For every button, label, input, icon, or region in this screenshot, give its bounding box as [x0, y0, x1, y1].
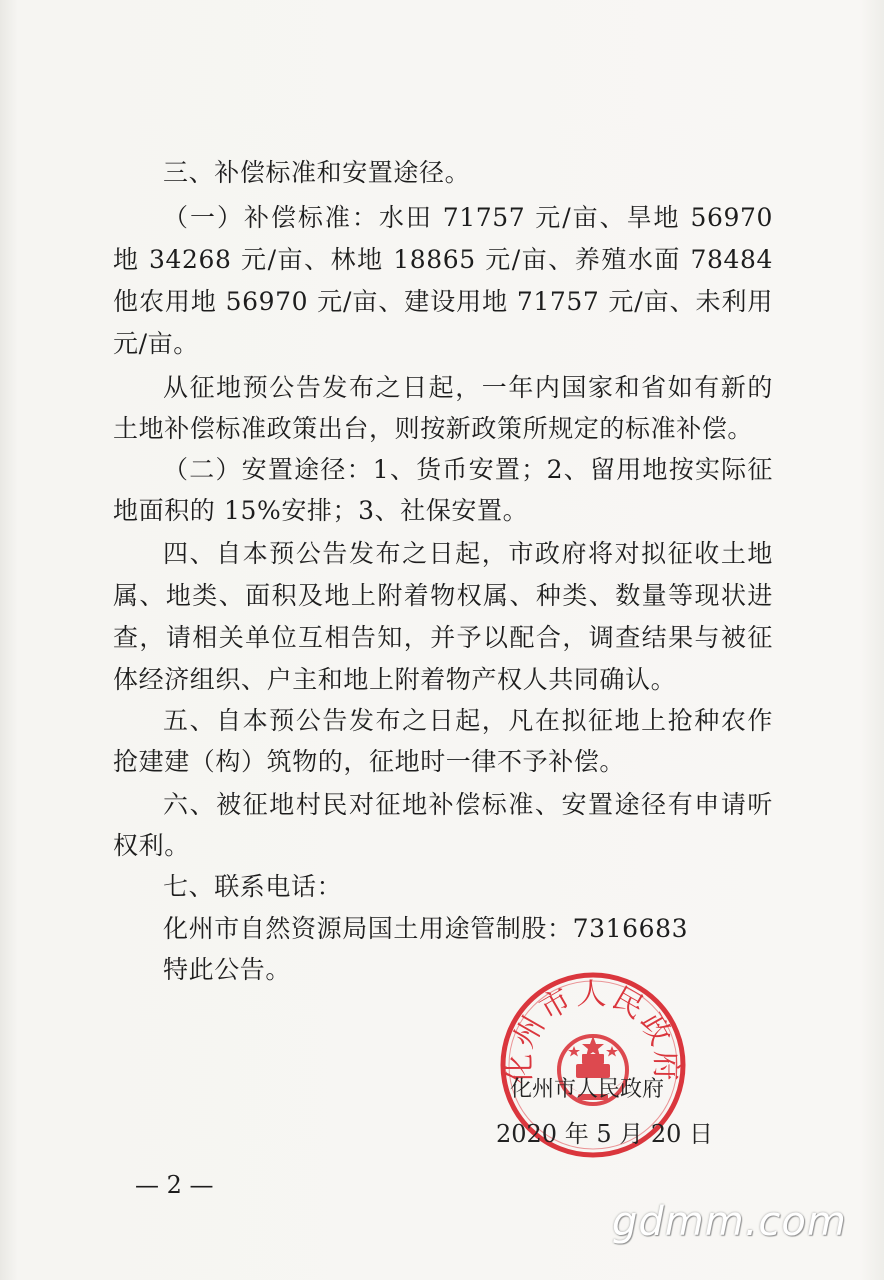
paragraph-line: 五、自本预公告发布之日起，凡在拟征地上抢种农作 — [163, 706, 773, 735]
closing-text: 特此公告。 — [163, 955, 292, 984]
page-number: — 2 — — [135, 1171, 214, 1199]
paragraph-line: 元/亩。 — [113, 329, 199, 358]
site-watermark: gdmm.com — [612, 1199, 847, 1245]
section-heading-3: 三、补偿标准和安置途径。 — [163, 158, 471, 187]
paragraph-line: 六、被征地村民对征地补偿标准、安置途径有申请听 — [163, 790, 773, 819]
paragraph-line: 从征地预公告发布之日起，一年内国家和省如有新的 — [163, 373, 773, 402]
paragraph-line: 四、自本预公告发布之日起，市政府将对拟征收土地 — [163, 539, 773, 568]
paragraph-line: 体经济组织、户主和地上附着物产权人共同确认。 — [113, 665, 677, 694]
paragraph-line: 地面积的 15%安排；3、社保安置。 — [113, 496, 529, 525]
paragraph-line: 地 34268 元/亩、林地 18865 元/亩、养殖水面 78484 — [113, 245, 773, 274]
svg-text:化州市人民政府: 化州市人民政府 — [502, 976, 684, 1084]
contact-phone: 化州市自然资源局国土用途管制股：7316683 — [163, 914, 689, 943]
paragraph-line: 属、地类、面积及地上附着物权属、种类、数量等现状进 — [113, 581, 773, 610]
contact-heading: 七、联系电话： — [163, 872, 343, 901]
paragraph-line: （一）补偿标准：水田 71757 元/亩、旱地 56970 — [163, 203, 773, 232]
signing-authority: 化州市人民政府 — [510, 1077, 665, 1102]
paragraph-line: 权利。 — [113, 831, 190, 860]
paragraph-line: 抢建建（构）筑物的，征地时一律不予补偿。 — [113, 747, 626, 776]
signing-date: 2020 年 5 月 20 日 — [496, 1120, 714, 1148]
paragraph-line: 土地补偿标准政策出台，则按新政策所规定的标准补偿。 — [113, 414, 754, 443]
paragraph-line: 查，请相关单位互相告知，并予以配合，调查结果与被征 — [113, 623, 773, 652]
paragraph-line: （二）安置途径：1、货币安置；2、留用地按实际征 — [163, 455, 773, 484]
paragraph-line: 他农用地 56970 元/亩、建设用地 71757 元/亩、未利用 — [113, 287, 773, 316]
